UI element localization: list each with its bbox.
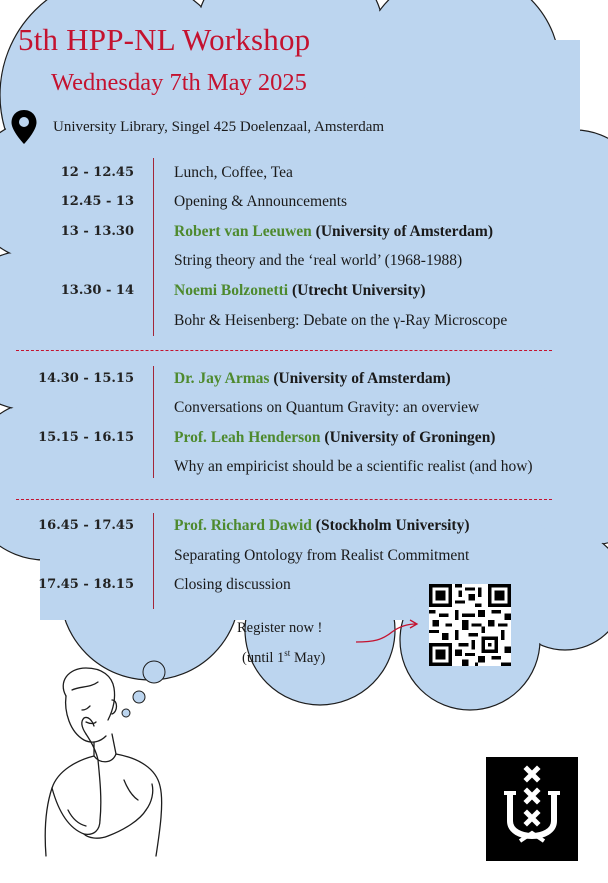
talk-title: Why an empiricist should be a scientific realist (and how) <box>174 458 533 475</box>
workshop-date: Wednesday 7th May 2025 <box>51 69 307 96</box>
schedule-row <box>0 545 608 567</box>
arrow-icon <box>352 618 422 648</box>
speaker-name: Robert van Leeuwen <box>174 223 312 240</box>
speaker-name: Prof. Richard Dawid <box>174 517 312 534</box>
section-divider <box>16 350 552 351</box>
thinking-person-illustration <box>28 660 218 860</box>
schedule-row <box>0 574 608 596</box>
speaker-name: Prof. Leah Henderson <box>174 429 321 446</box>
register-now-label: Register now ! <box>237 620 323 636</box>
schedule-row <box>0 280 608 302</box>
schedule-row <box>0 162 608 184</box>
speaker-affiliation: (Utrecht University) <box>288 282 426 299</box>
schedule-row <box>0 221 608 243</box>
schedule-row <box>0 191 608 213</box>
session-speaker-line <box>174 368 451 390</box>
schedule-row <box>0 250 608 272</box>
schedule-row <box>0 427 608 449</box>
section-divider <box>16 499 552 500</box>
timeline-divider <box>153 366 154 478</box>
location-text: University Library, Singel 425 Doelenzaal, Amsterdam <box>53 119 385 135</box>
map-pin-icon <box>10 109 38 145</box>
schedule-row <box>0 397 608 419</box>
session-time: 13.30 - 14 <box>60 283 134 298</box>
session-speaker-line <box>174 280 426 302</box>
session-time: 17.45 - 18.15 <box>38 577 134 592</box>
registration-qr-code[interactable] <box>429 584 511 666</box>
schedule-row <box>0 368 608 390</box>
session-title: Lunch, Coffee, Tea <box>174 164 293 181</box>
timeline-divider <box>153 513 154 609</box>
session-time: 14.30 - 15.15 <box>38 371 134 386</box>
schedule-row <box>0 515 608 537</box>
talk-title: Separating Ontology from Realist Commitment <box>174 547 470 564</box>
session-time: 16.45 - 17.45 <box>38 518 134 533</box>
timeline-divider <box>153 158 154 336</box>
speaker-name: Noemi Bolzonetti <box>174 282 289 299</box>
session-speaker-line <box>174 427 495 449</box>
university-logo <box>486 757 578 861</box>
schedule-row <box>0 456 608 478</box>
session-time: 15.15 - 16.15 <box>38 430 134 445</box>
talk-title: String theory and the ‘real world’ (1968-1988) <box>174 252 463 269</box>
session-speaker-line <box>174 221 493 243</box>
workshop-title: 5th HPP-NL Workshop <box>18 22 311 57</box>
session-title: Opening & Announcements <box>174 193 348 210</box>
session-title: Closing discussion <box>174 576 291 593</box>
speaker-name: Dr. Jay Armas <box>174 370 270 387</box>
session-time: 12.45 - 13 <box>60 194 134 209</box>
speaker-affiliation: (University of Groningen) <box>320 429 496 446</box>
speaker-affiliation: (University of Amsterdam) <box>311 223 494 240</box>
talk-title: Conversations on Quantum Gravity: an overview <box>174 399 480 416</box>
session-time: 12 - 12.45 <box>60 165 134 180</box>
session-speaker-line <box>174 515 470 537</box>
session-time: 13 - 13.30 <box>60 224 134 239</box>
registration-deadline: (until 1st May) <box>242 648 326 666</box>
speaker-affiliation: (Stockholm University) <box>311 517 470 534</box>
speaker-affiliation: (University of Amsterdam) <box>269 370 451 387</box>
schedule-row <box>0 310 608 332</box>
talk-title: Bohr & Heisenberg: Debate on the γ-Ray Microscope <box>174 312 508 329</box>
